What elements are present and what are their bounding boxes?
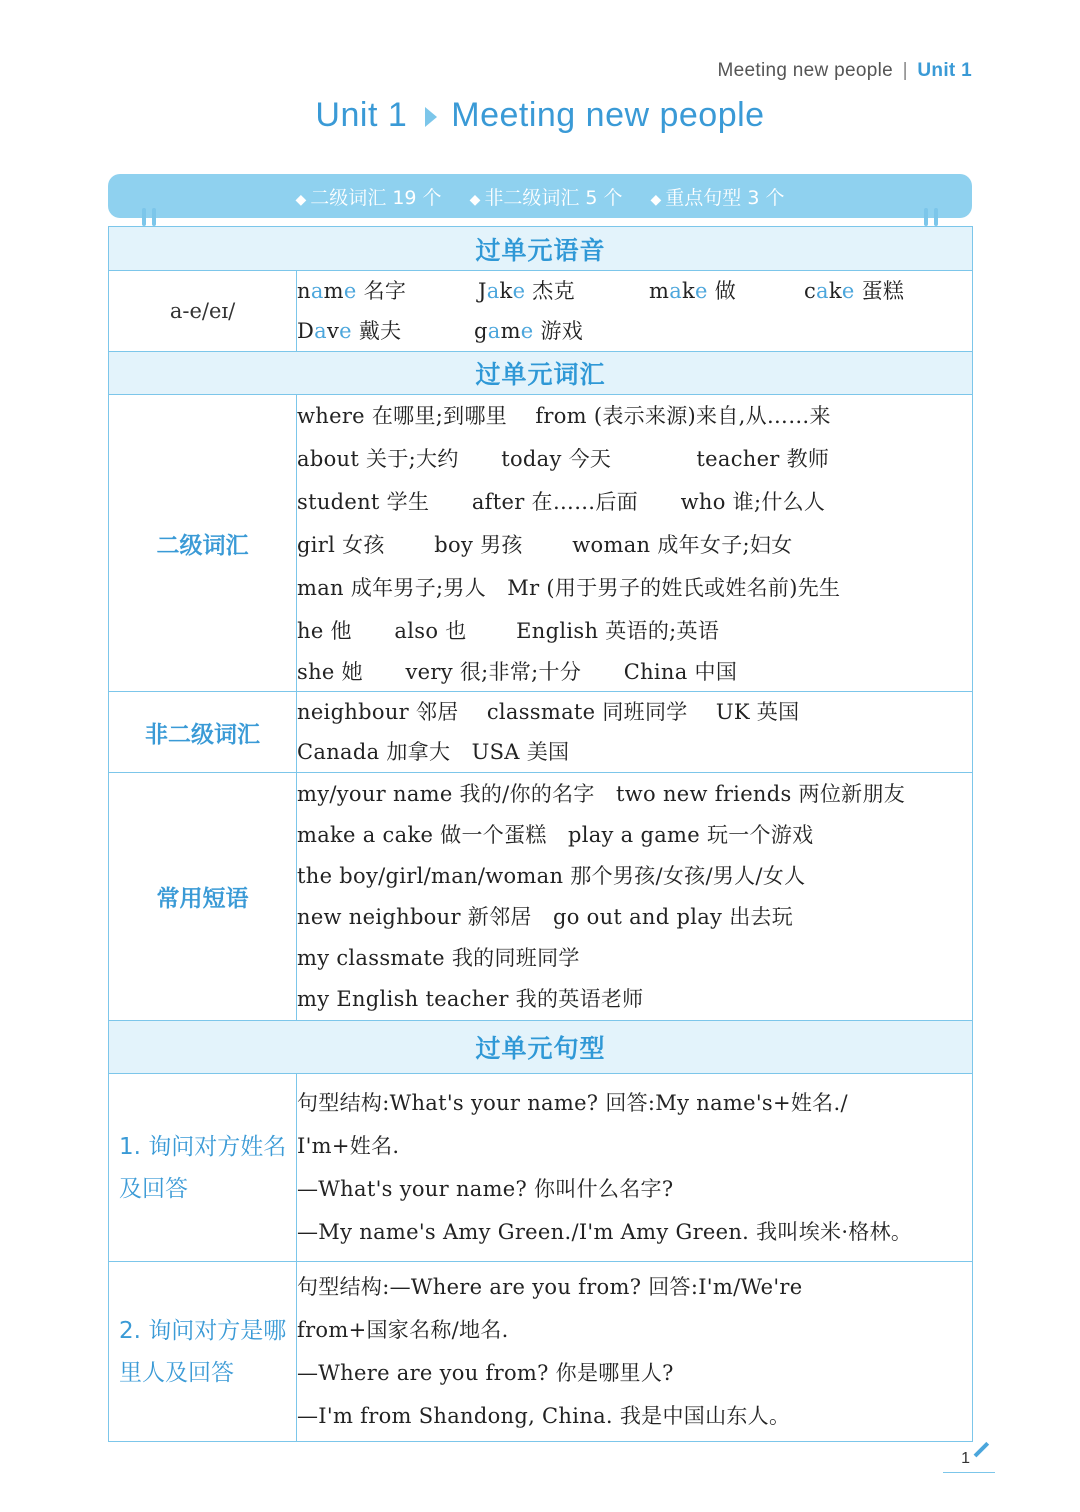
phonics-word: Dave 戴夫 bbox=[297, 319, 402, 343]
vocab-line: man 成年男子;男人 Mr (用于男子的姓氏或姓名前)先生 bbox=[297, 576, 841, 600]
title-text: Meeting new people bbox=[451, 96, 765, 134]
binder-ring bbox=[152, 208, 156, 226]
diamond-icon: ◆ bbox=[650, 191, 662, 208]
pencil-icon bbox=[974, 1442, 990, 1458]
vocab-line: about 关于;大约 today 今天 teacher 教师 bbox=[297, 447, 830, 471]
vocab-line: he 他 also 也 English 英语的;英语 bbox=[297, 619, 720, 643]
vocab-line: where 在哪里;到哪里 from (表示来源)来自,从……来 bbox=[297, 404, 831, 428]
footer-underline bbox=[943, 1472, 995, 1473]
pattern-line: —Where are you from? 你是哪里人? bbox=[297, 1360, 674, 1385]
phonics-words bbox=[297, 271, 973, 352]
vocab-line: Canada 加拿大 USA 美国 bbox=[297, 740, 570, 764]
separator: | bbox=[902, 60, 908, 81]
running-title: Meeting new people bbox=[717, 60, 893, 81]
pattern-line: from+国家名称/地名. bbox=[297, 1317, 509, 1342]
nonlevel2-words bbox=[297, 692, 973, 773]
binder-ring bbox=[924, 208, 928, 226]
phonics-word: make 做 bbox=[648, 279, 737, 303]
nonlevel2-label: 非二级词汇 bbox=[109, 692, 297, 773]
section-heading-vocab: 过单元词汇 bbox=[109, 352, 973, 395]
pattern1-content bbox=[297, 1074, 973, 1262]
level2-label: 二级词汇 bbox=[109, 395, 297, 692]
banner-item-patterns: ◆ 重点句型 3 个 bbox=[650, 186, 785, 209]
phonics-label: a-e/eɪ/ bbox=[109, 271, 297, 352]
phonics-line bbox=[297, 271, 972, 311]
diamond-icon: ◆ bbox=[295, 191, 307, 208]
phrase-line: my/your name 我的/你的名字 two new friends 两位新朋友 bbox=[297, 781, 906, 806]
phrase-line: my classmate 我的同班同学 bbox=[297, 945, 580, 970]
binder-ring bbox=[142, 208, 146, 226]
phrases-label: 常用短语 bbox=[109, 773, 297, 1021]
pattern2-label: 2. 询问对方是哪里人及回答 bbox=[109, 1262, 297, 1442]
phonics-word: cake 蛋糕 bbox=[803, 279, 905, 303]
running-unit: Unit 1 bbox=[917, 60, 972, 81]
triangle-arrow-icon bbox=[425, 107, 437, 127]
vocab-line: girl 女孩 boy 男孩 woman 成年女子;妇女 bbox=[297, 533, 793, 557]
phonics-word: game 游戏 bbox=[473, 319, 584, 343]
pattern-line: 句型结构:What's your name? 回答:My name's+姓名./ bbox=[297, 1090, 848, 1115]
phonics-word: name 名字 bbox=[297, 279, 407, 303]
page-footer bbox=[961, 1450, 970, 1468]
title-unit: Unit 1 bbox=[315, 96, 408, 134]
vocab-line: student 学生 after 在……后面 who 谁;什么人 bbox=[297, 490, 826, 514]
vocab-line: neighbour 邻居 classmate 同班同学 UK 英国 bbox=[297, 700, 800, 724]
pattern2-content bbox=[297, 1262, 973, 1442]
phonics-word: Jake 杰克 bbox=[477, 279, 575, 303]
banner-item-nonlevel2: ◆ 非二级词汇 5 个 bbox=[469, 186, 623, 209]
phonics-line bbox=[297, 311, 972, 351]
vocab-table bbox=[108, 226, 973, 1442]
pattern-line: —My name's Amy Green./I'm Amy Green. 我叫埃米·格林。 bbox=[297, 1219, 913, 1244]
pattern-line: 句型结构:—Where are you from? 回答:I'm/We're bbox=[297, 1274, 803, 1299]
vocab-line: she 她 very 很;非常;十分 China 中国 bbox=[297, 660, 738, 684]
running-header bbox=[718, 60, 973, 82]
banner-item-level2: ◆ 二级词汇 19 个 bbox=[295, 186, 442, 209]
pattern-line: I'm+姓名. bbox=[297, 1133, 400, 1158]
summary-banner bbox=[108, 174, 972, 218]
pattern-line: —What's your name? 你叫什么名字? bbox=[297, 1176, 674, 1201]
phrase-line: the boy/girl/man/woman 那个男孩/女孩/男人/女人 bbox=[297, 863, 806, 888]
section-heading-phonics: 过单元语音 bbox=[109, 227, 973, 271]
level2-words bbox=[297, 395, 973, 692]
phrases-list bbox=[297, 773, 973, 1021]
page-title bbox=[0, 96, 1080, 135]
phrase-line: make a cake 做一个蛋糕 play a game 玩一个游戏 bbox=[297, 822, 814, 847]
binder-ring bbox=[934, 208, 938, 226]
pattern1-label: 1. 询问对方姓名及回答 bbox=[109, 1074, 297, 1262]
phrase-line: new neighbour 新邻居 go out and play 出去玩 bbox=[297, 904, 794, 929]
phrase-line: my English teacher 我的英语老师 bbox=[297, 986, 644, 1011]
diamond-icon: ◆ bbox=[469, 191, 481, 208]
page-number: 1 bbox=[961, 1450, 970, 1467]
section-heading-sentences: 过单元句型 bbox=[109, 1021, 973, 1074]
pattern-line: —I'm from Shandong, China. 我是中国山东人。 bbox=[297, 1403, 791, 1428]
